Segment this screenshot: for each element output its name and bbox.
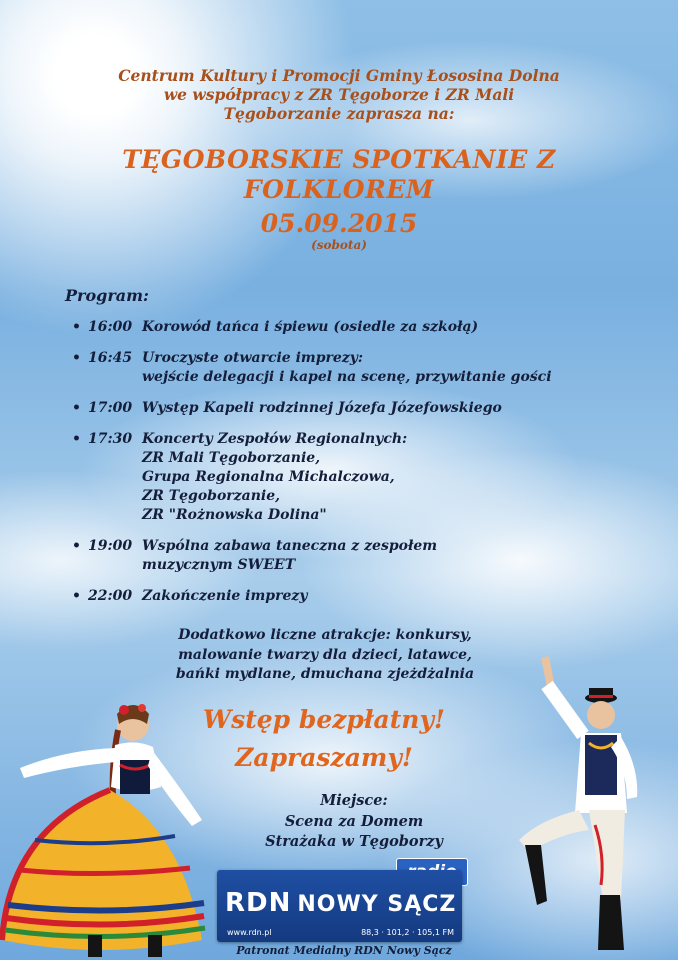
program-item (72, 349, 552, 387)
bullet-icon: • (72, 319, 81, 335)
event-title-line-1: TĘGOBORSKIE SPOTKANIE Z (122, 145, 556, 174)
organizer-block (0, 66, 678, 123)
program-item (72, 430, 552, 525)
admission-text: Wstęp bezpłatny! (203, 705, 445, 734)
female-dancer-illustration (0, 690, 215, 960)
logo-rdn: RDN (225, 888, 292, 918)
program-item (72, 587, 552, 606)
bullet-icon: • (72, 400, 81, 416)
program-time: 17:30 (88, 431, 133, 447)
venue-label: Miejsce: (320, 792, 388, 809)
organizer-line-1: Centrum Kultury i Promocji Gminy Łososina Dolna (118, 66, 560, 85)
venue-text: Scena za Domem Strażaka w Tęgoborzy (265, 813, 443, 850)
program-item (72, 537, 552, 575)
logo-city: NOWY SĄCZ (297, 892, 457, 917)
organizer-line-3: Tęgoborzanie zaprasza na: (223, 104, 455, 123)
extra-attractions: Dodatkowo liczne atrakcje: konkursy, malowanie twarzy dla dzieci, latawce, bańki mydlane, dmuchana zjeżdżalnia (175, 627, 475, 682)
program-item (72, 399, 552, 418)
rdn-logo[interactable] (217, 870, 462, 942)
program-list (72, 318, 552, 618)
logo-website[interactable]: www.rdn.pl (227, 928, 272, 937)
program-time: 22:00 (88, 588, 133, 604)
bullet-icon: • (72, 538, 81, 554)
program-desc: Uroczyste otwarcie imprezy: wejście delegacji i kapel na scenę, przywitanie gości (142, 350, 552, 385)
invite-text: Zapraszamy! (235, 743, 413, 772)
program-desc: Korowód tańca i śpiewu (osiedle za szkołą) (142, 319, 479, 335)
bullet-icon: • (72, 588, 81, 604)
logo-title (225, 888, 456, 918)
event-title (0, 145, 678, 205)
program-time: 16:45 (88, 350, 133, 366)
bullet-icon: • (72, 350, 81, 366)
program-heading: Program: (65, 286, 149, 305)
event-title-line-2: FOLKLOREM (243, 175, 435, 204)
program-desc: Wspólna zabawa taneczna z zespołem muzycznym SWEET (142, 538, 438, 573)
event-weekday: (sobota) (311, 238, 367, 252)
program-time: 19:00 (88, 538, 133, 554)
program-desc: Zakończenie imprezy (142, 588, 308, 604)
bullet-icon: • (72, 431, 81, 447)
logo-frequencies: 88,3 · 101,2 · 105,1 FM (361, 928, 454, 937)
male-dancer-illustration (505, 655, 640, 960)
program-time: 17:00 (88, 400, 133, 416)
organizer-line-2: we współpracy z ZR Tęgoborze i ZR Mali (163, 85, 515, 104)
program-desc: Występ Kapeli rodzinnej Józefa Józefowskiego (142, 400, 502, 416)
program-desc: Koncerty Zespołów Regionalnych: ZR Mali Tęgoborzanie, Grupa Regionalna Michalczowa, ZR Tęgoborzanie, ZR "Rożnowska Dolina" (142, 431, 408, 523)
media-patronage: Patronat Medialny RDN Nowy Sącz (236, 944, 452, 957)
program-time: 16:00 (88, 319, 133, 335)
event-date: 05.09.2015 (260, 209, 418, 238)
program-item (72, 318, 552, 337)
